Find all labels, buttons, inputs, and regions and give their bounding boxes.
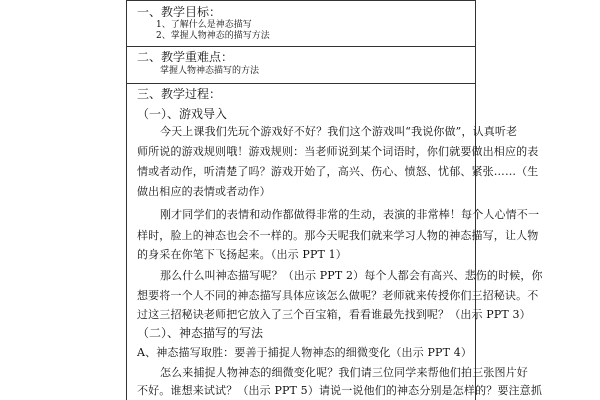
paragraph-line: 想要将一个人不同的神态描写具体应该怎么做呢？老师就来传授你们三招秘诀。不 [137,289,539,302]
section-heading-objectives: 一、教学目标： [137,5,222,19]
key-point-item: 掌握人物神态描写的方法 [160,66,260,76]
objective-item: 1、了解什么是神态描写 [156,20,252,30]
paragraph-line: 怎么来捕捉人物神态的细微变化呢？我们请三位同学来帮他们拍三张图片好 [160,366,528,379]
paragraph-line: A、神态描写取胜：要善于捕捉人物神态的细微变化（出示 PPT 4） [137,346,473,359]
subsection-title-writing-method: （二）、神态描写的写法 [137,326,264,340]
section-heading-process: 三、教学过程： [137,87,222,101]
paragraph-line: 刚才同学们的表情和动作都做得非常的生动，表演的非常棒！每个人心情不一 [160,208,540,221]
paragraph-line: 那么什么叫神态描写呢？（出示 PPT 2）每个人都会有高兴、悲伤的时候，你 [160,269,543,282]
objective-item: 2、掌握人物神态的描写方法 [156,31,270,41]
row-divider [126,46,476,47]
paragraph-line: 过这三招秘诀老师把它放入了三个百宝箱，看看谁最先找到呢？（出示 PPT 3） [137,308,531,321]
table-top-border [126,0,476,1]
section-heading-key-points: 二、教学重难点： [137,50,234,64]
paragraph-line: 的身采在你笔下飞扬起来。（出示 PPT 1） [137,248,347,261]
paragraph-line: 师所说的游戏规则哦！游戏规则：当老师说到某个词语时，你们就要做出相应的表 [137,145,539,158]
paragraph-line: 不好。谁想来试试？（出示 PPT 5）请说一说他们的神态分别是怎样的？要注意抓 [137,384,542,397]
paragraph-line: 样时，脸上的神态也会不一样的。那今天呢我们就来学习人物的神态描写，让人物 [137,229,539,242]
subsection-title-game-intro: （一）、游戏导入 [137,107,228,121]
row-divider [126,83,476,84]
paragraph-line: 做出相应的表情或者动作） [137,185,271,198]
paragraph-line: 今天上课我们先玩个游戏好不好？我们这个游戏叫“我说你做”，认真听老 [160,125,518,138]
paragraph-line: 情或者动作，听清楚了吗？游戏开始了，高兴、伤心、愤怒、忧郁、紧张……（生 [137,165,539,178]
